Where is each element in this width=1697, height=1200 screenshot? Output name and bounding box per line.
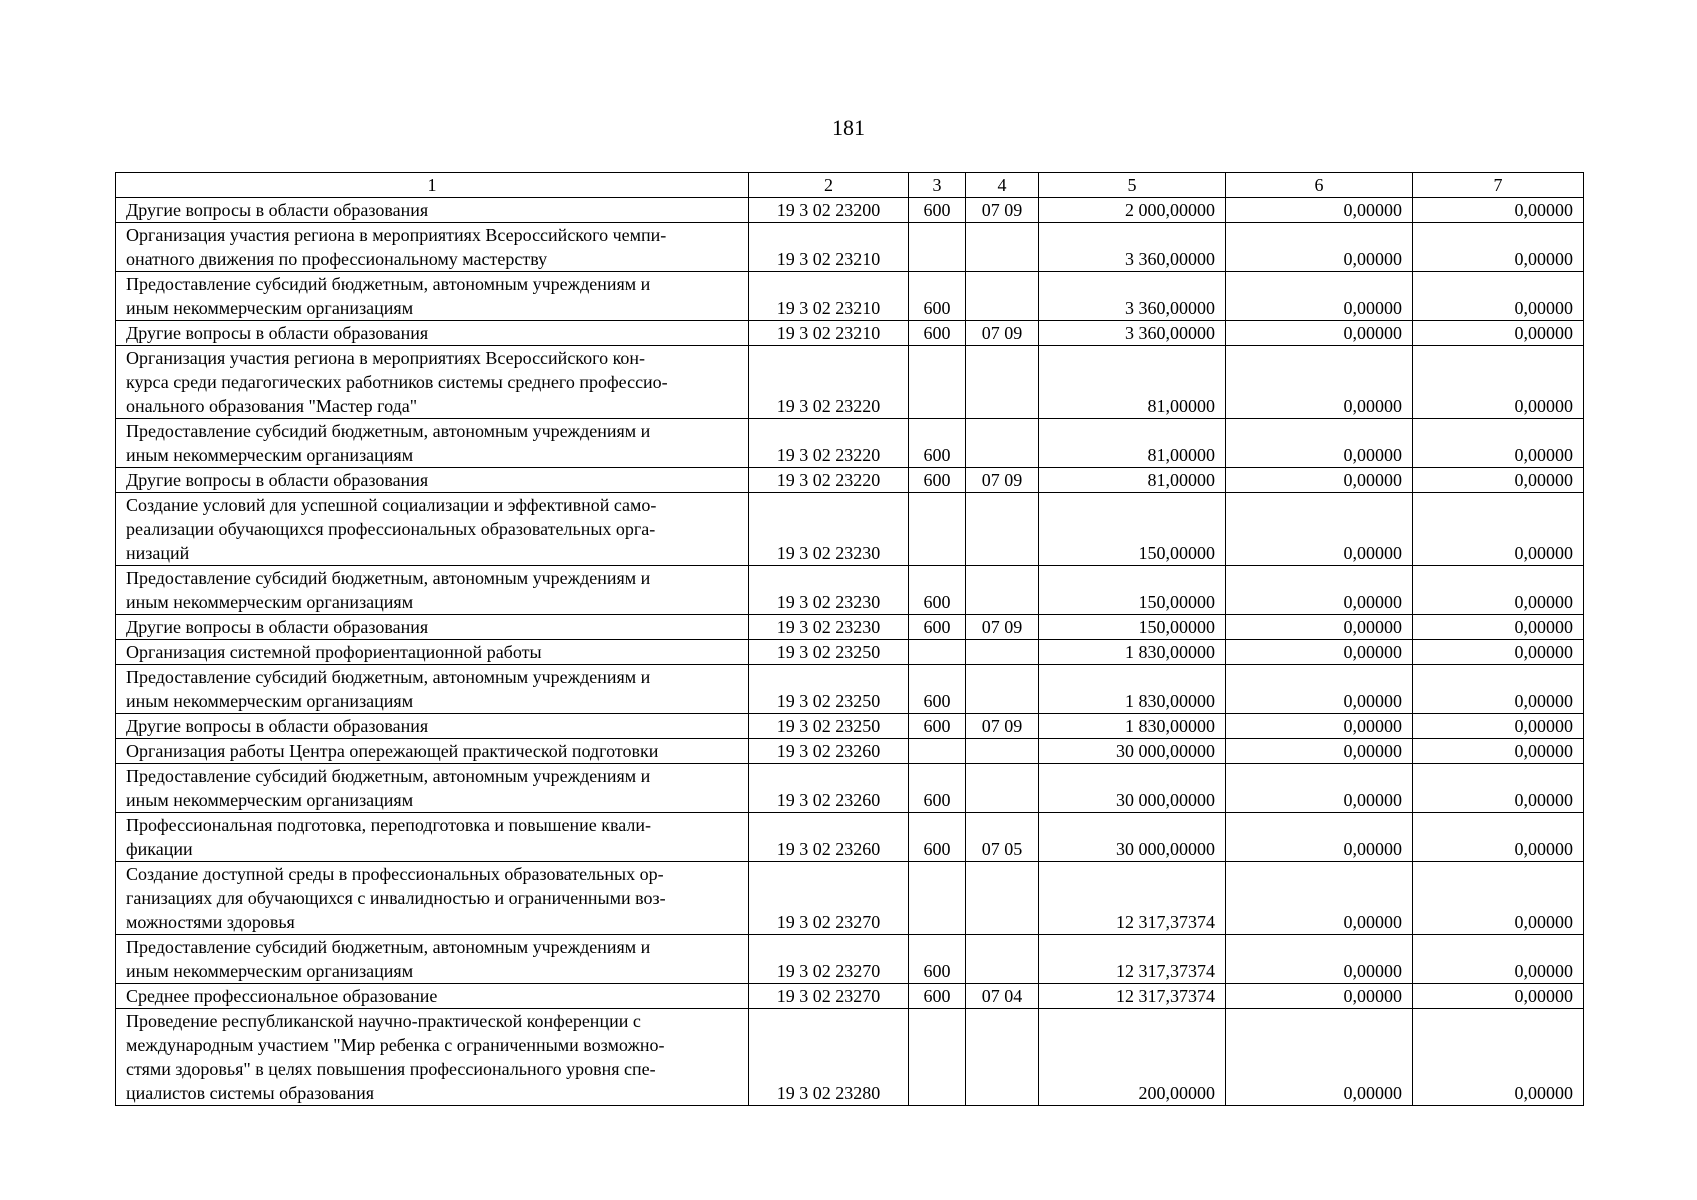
row-amount-6: 0,00000 [1226,566,1413,615]
row-amount-5: 150,00000 [1039,566,1226,615]
row-code: 19 3 02 23250 [749,665,909,714]
row-name: Предоставление субсидий бюджетным, автономным учреждениям и иным некоммерческим организациям [116,272,749,321]
row-expense-type: 600 [909,272,966,321]
row-code: 19 3 02 23260 [749,739,909,764]
row-name: Предоставление субсидий бюджетным, автономным учреждениям и иным некоммерческим организациям [116,935,749,984]
row-expense-type [909,862,966,935]
row-code: 19 3 02 23220 [749,346,909,419]
row-amount-6: 0,00000 [1226,984,1413,1009]
row-section: 07 04 [966,984,1039,1009]
row-name: Организация системной профориентационной работы [116,640,749,665]
row-section: 07 05 [966,813,1039,862]
page-number: 181 [832,115,865,140]
row-amount-5: 1 830,00000 [1039,640,1226,665]
row-expense-type [909,346,966,419]
row-code: 19 3 02 23280 [749,1009,909,1106]
header-cell: 6 [1226,173,1413,198]
row-amount-6: 0,00000 [1226,739,1413,764]
row-amount-6: 0,00000 [1226,493,1413,566]
row-amount-5: 30 000,00000 [1039,739,1226,764]
row-code: 19 3 02 23200 [749,198,909,223]
row-amount-7: 0,00000 [1413,714,1584,739]
row-section [966,1009,1039,1106]
row-section [966,862,1039,935]
row-expense-type: 600 [909,984,966,1009]
row-expense-type: 600 [909,813,966,862]
row-amount-6: 0,00000 [1226,1009,1413,1106]
table-row [116,615,1584,640]
row-amount-7: 0,00000 [1413,615,1584,640]
row-amount-7: 0,00000 [1413,198,1584,223]
row-expense-type [909,223,966,272]
row-name: Организация участия региона в мероприятиях Всероссийского чемпи- онатного движения по профессиональному мастерству [116,223,749,272]
row-section [966,640,1039,665]
row-amount-6: 0,00000 [1226,272,1413,321]
row-amount-6: 0,00000 [1226,223,1413,272]
row-section: 07 09 [966,198,1039,223]
row-amount-6: 0,00000 [1226,813,1413,862]
row-expense-type [909,640,966,665]
row-amount-7: 0,00000 [1413,935,1584,984]
row-section [966,346,1039,419]
table-row [116,321,1584,346]
row-amount-7: 0,00000 [1413,764,1584,813]
row-expense-type: 600 [909,665,966,714]
row-name: Другие вопросы в области образования [116,321,749,346]
row-amount-5: 200,00000 [1039,1009,1226,1106]
row-name: Предоставление субсидий бюджетным, автономным учреждениям и иным некоммерческим организациям [116,566,749,615]
row-amount-7: 0,00000 [1413,419,1584,468]
row-name: Среднее профессиональное образование [116,984,749,1009]
table-body [116,198,1584,1106]
row-expense-type: 600 [909,714,966,739]
row-code: 19 3 02 23220 [749,468,909,493]
row-section [966,566,1039,615]
row-name: Другие вопросы в области образования [116,468,749,493]
row-name: Проведение республиканской научно-практической конференции с международным участием "Мир ребенка с ограниченными возможно- стями здоровья" в целях повышения профессионального уровня спе- циалистов системы образования [116,1009,749,1106]
row-amount-7: 0,00000 [1413,321,1584,346]
table-row [116,272,1584,321]
row-amount-5: 1 830,00000 [1039,665,1226,714]
table-row [116,1009,1584,1106]
row-amount-5: 2 000,00000 [1039,198,1226,223]
row-expense-type [909,493,966,566]
row-name: Другие вопросы в области образования [116,714,749,739]
row-section [966,739,1039,764]
row-section [966,493,1039,566]
row-code: 19 3 02 23230 [749,493,909,566]
row-amount-5: 12 317,37374 [1039,862,1226,935]
row-expense-type: 600 [909,419,966,468]
table-row [116,198,1584,223]
table-row [116,739,1584,764]
row-expense-type: 600 [909,615,966,640]
row-amount-7: 0,00000 [1413,984,1584,1009]
row-amount-5: 81,00000 [1039,346,1226,419]
row-code: 19 3 02 23230 [749,615,909,640]
row-section [966,764,1039,813]
row-expense-type: 600 [909,764,966,813]
row-amount-5: 81,00000 [1039,468,1226,493]
row-code: 19 3 02 23260 [749,764,909,813]
row-section: 07 09 [966,615,1039,640]
row-expense-type: 600 [909,468,966,493]
row-amount-5: 30 000,00000 [1039,813,1226,862]
row-amount-5: 1 830,00000 [1039,714,1226,739]
row-amount-5: 30 000,00000 [1039,764,1226,813]
row-code: 19 3 02 23270 [749,984,909,1009]
row-amount-5: 12 317,37374 [1039,984,1226,1009]
row-amount-6: 0,00000 [1226,764,1413,813]
row-section [966,223,1039,272]
row-code: 19 3 02 23270 [749,862,909,935]
row-amount-7: 0,00000 [1413,813,1584,862]
row-amount-5: 3 360,00000 [1039,321,1226,346]
header-cell: 1 [116,173,749,198]
table-row [116,714,1584,739]
row-amount-7: 0,00000 [1413,862,1584,935]
header-cell: 2 [749,173,909,198]
table-row [116,862,1584,935]
table-row [116,665,1584,714]
row-name: Предоставление субсидий бюджетным, автономным учреждениям и иным некоммерческим организациям [116,665,749,714]
table-row [116,419,1584,468]
budget-table [115,172,1584,1106]
row-name: Другие вопросы в области образования [116,615,749,640]
row-section [966,419,1039,468]
row-amount-5: 150,00000 [1039,493,1226,566]
table-row [116,468,1584,493]
row-amount-6: 0,00000 [1226,615,1413,640]
table-row [116,223,1584,272]
row-name: Профессиональная подготовка, переподготовка и повышение квали- фикации [116,813,749,862]
row-section [966,272,1039,321]
table-header-row [116,173,1584,198]
row-section [966,935,1039,984]
row-name: Предоставление субсидий бюджетным, автономным учреждениям и иным некоммерческим организациям [116,764,749,813]
row-amount-7: 0,00000 [1413,640,1584,665]
row-code: 19 3 02 23270 [749,935,909,984]
row-section: 07 09 [966,468,1039,493]
row-amount-6: 0,00000 [1226,665,1413,714]
row-amount-6: 0,00000 [1226,468,1413,493]
row-amount-6: 0,00000 [1226,419,1413,468]
row-amount-6: 0,00000 [1226,346,1413,419]
row-name: Создание условий для успешной социализации и эффективной само- реализации обучающихся профессиональных образовательных орга- низаций [116,493,749,566]
row-code: 19 3 02 23210 [749,321,909,346]
row-code: 19 3 02 23210 [749,223,909,272]
row-amount-6: 0,00000 [1226,640,1413,665]
row-amount-6: 0,00000 [1226,321,1413,346]
table-row [116,346,1584,419]
row-amount-5: 3 360,00000 [1039,223,1226,272]
row-amount-7: 0,00000 [1413,566,1584,615]
row-amount-7: 0,00000 [1413,272,1584,321]
row-section: 07 09 [966,321,1039,346]
row-amount-6: 0,00000 [1226,862,1413,935]
row-code: 19 3 02 23220 [749,419,909,468]
row-amount-6: 0,00000 [1226,198,1413,223]
row-code: 19 3 02 23250 [749,640,909,665]
row-amount-6: 0,00000 [1226,935,1413,984]
row-amount-7: 0,00000 [1413,346,1584,419]
table-row [116,813,1584,862]
row-name: Организация участия региона в мероприятиях Всероссийского кон- курса среди педагогических работников системы среднего профессио- онального образования "Мастер года" [116,346,749,419]
row-code: 19 3 02 23230 [749,566,909,615]
row-name: Другие вопросы в области образования [116,198,749,223]
header-cell: 7 [1413,173,1584,198]
row-amount-7: 0,00000 [1413,223,1584,272]
row-expense-type [909,739,966,764]
table-row [116,566,1584,615]
row-section [966,665,1039,714]
header-cell: 3 [909,173,966,198]
table-row [116,764,1584,813]
row-expense-type [909,1009,966,1106]
header-cell: 4 [966,173,1039,198]
row-code: 19 3 02 23260 [749,813,909,862]
row-expense-type: 600 [909,935,966,984]
row-name: Создание доступной среды в профессиональных образовательных ор- ганизациях для обучающихся с инвалидностью и ограниченными воз- можностями здоровья [116,862,749,935]
row-expense-type: 600 [909,566,966,615]
row-amount-7: 0,00000 [1413,1009,1584,1106]
row-expense-type: 600 [909,198,966,223]
table-row [116,493,1584,566]
table-row [116,935,1584,984]
row-name: Организация работы Центра опережающей практической подготовки [116,739,749,764]
table-row [116,984,1584,1009]
row-amount-7: 0,00000 [1413,739,1584,764]
row-amount-7: 0,00000 [1413,468,1584,493]
row-amount-5: 3 360,00000 [1039,272,1226,321]
row-amount-7: 0,00000 [1413,493,1584,566]
row-section: 07 09 [966,714,1039,739]
row-code: 19 3 02 23210 [749,272,909,321]
row-amount-5: 150,00000 [1039,615,1226,640]
row-amount-5: 12 317,37374 [1039,935,1226,984]
header-cell: 5 [1039,173,1226,198]
table-row [116,640,1584,665]
row-amount-7: 0,00000 [1413,665,1584,714]
row-name: Предоставление субсидий бюджетным, автономным учреждениям и иным некоммерческим организациям [116,419,749,468]
row-amount-6: 0,00000 [1226,714,1413,739]
row-code: 19 3 02 23250 [749,714,909,739]
row-expense-type: 600 [909,321,966,346]
row-amount-5: 81,00000 [1039,419,1226,468]
